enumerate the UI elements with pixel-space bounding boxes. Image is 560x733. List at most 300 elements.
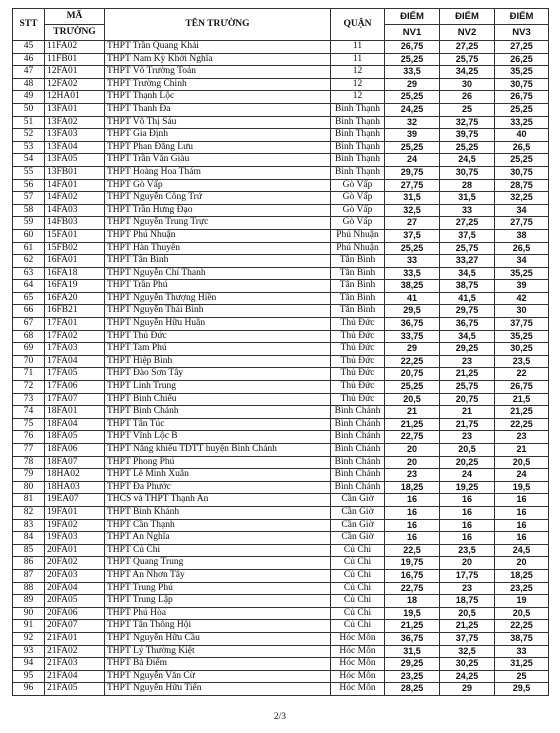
cell-score-nv1: 26,75 <box>385 41 440 54</box>
cell-score-nv3: 25,25 <box>495 154 549 167</box>
cell-score-nv2: 25 <box>440 103 495 116</box>
cell-score-nv1: 21,25 <box>385 418 440 431</box>
cell-district: Bình Thạnh <box>331 154 385 167</box>
cell-score-nv3: 20,5 <box>495 607 549 620</box>
cell-score-nv3: 16 <box>495 506 549 519</box>
cell-school-name: THPT Nguyễn Thượng Hiền <box>105 292 331 305</box>
cell-school-code: 16FA19 <box>45 280 105 293</box>
table-row <box>13 280 549 293</box>
table-row <box>13 116 549 129</box>
page-number: 2/3 <box>273 712 287 722</box>
cell-school-name: THPT Nguyễn Hữu Cầu <box>105 632 331 645</box>
cell-school-name: THPT Bà Điểm <box>105 658 331 671</box>
cell-school-name: THPT Võ Trường Toản <box>105 66 331 79</box>
cell-school-name: THPT Nguyễn Trung Trực <box>105 217 331 230</box>
cell-school-code: 17FA06 <box>45 381 105 394</box>
cell-school-name: THPT Tam Phú <box>105 343 331 356</box>
cell-score-nv1: 20,75 <box>385 368 440 381</box>
cell-score-nv1: 33,75 <box>385 330 440 343</box>
table-row <box>13 569 549 582</box>
score-table-page <box>12 8 548 696</box>
cell-school-code: 12FA02 <box>45 78 105 91</box>
table-row <box>13 78 549 91</box>
cell-district: Bình Chánh <box>331 456 385 469</box>
cell-school-name: THPT Hoàng Hoa Thám <box>105 166 331 179</box>
cell-score-nv1: 20,5 <box>385 393 440 406</box>
table-body <box>13 41 549 696</box>
cell-district: Phú Nhuận <box>331 242 385 255</box>
cell-score-nv3: 16 <box>495 494 549 507</box>
cell-school-name: THPT Nguyễn Văn Cừ <box>105 670 331 683</box>
cell-score-nv2: 23 <box>440 431 495 444</box>
cell-school-code: 21FA05 <box>45 683 105 696</box>
cell-district: Bình Thạnh <box>331 141 385 154</box>
cell-score-nv2: 16 <box>440 506 495 519</box>
cell-score-nv3: 26,75 <box>495 381 549 394</box>
cell-school-code: 19FA03 <box>45 532 105 545</box>
cell-district: Gò Vấp <box>331 204 385 217</box>
cell-school-code: 16FA20 <box>45 292 105 305</box>
cell-school-name: THPT An Nghĩa <box>105 532 331 545</box>
cell-school-name: THPT Trung Phú <box>105 582 331 595</box>
cell-stt: 65 <box>13 292 45 305</box>
cell-score-nv2: 25,75 <box>440 242 495 255</box>
cell-school-name: THPT Phú Nhuận <box>105 229 331 242</box>
cell-school-name: THPT Hiệp Bình <box>105 355 331 368</box>
cell-school-code: 13FA03 <box>45 129 105 142</box>
cell-score-nv2: 26 <box>440 91 495 104</box>
cell-score-nv1: 29,75 <box>385 166 440 179</box>
cell-district: Thủ Đức <box>331 330 385 343</box>
cell-school-code: 16FB21 <box>45 305 105 318</box>
cell-district: Tân Bình <box>331 280 385 293</box>
cell-school-name: THPT Tân Bình <box>105 255 331 268</box>
cell-score-nv3: 38 <box>495 229 549 242</box>
header-stt: STT <box>13 9 45 41</box>
cell-school-code: 13FA05 <box>45 154 105 167</box>
cell-stt: 51 <box>13 116 45 129</box>
cell-score-nv2: 18,75 <box>440 595 495 608</box>
cell-stt: 83 <box>13 519 45 532</box>
cell-score-nv2: 25,75 <box>440 53 495 66</box>
cell-score-nv1: 29 <box>385 78 440 91</box>
cell-stt: 64 <box>13 280 45 293</box>
cell-score-nv2: 24 <box>440 469 495 482</box>
header-nv3-line1: ĐIỂM <box>495 9 549 25</box>
cell-school-name: THPT Gò Vấp <box>105 179 331 192</box>
cell-school-code: 13FA02 <box>45 116 105 129</box>
cell-score-nv1: 22,25 <box>385 355 440 368</box>
cell-school-name: THPT Phan Đăng Lưu <box>105 141 331 154</box>
cell-score-nv2: 38,75 <box>440 280 495 293</box>
cell-score-nv1: 36,75 <box>385 632 440 645</box>
cell-district: Bình Chánh <box>331 444 385 457</box>
table-row <box>13 103 549 116</box>
table-row <box>13 91 549 104</box>
cell-district: Hóc Môn <box>331 632 385 645</box>
cell-score-nv1: 21 <box>385 406 440 419</box>
table-row <box>13 431 549 444</box>
cell-district: 12 <box>331 66 385 79</box>
cell-score-nv1: 37,5 <box>385 229 440 242</box>
cell-school-code: 15FB02 <box>45 242 105 255</box>
cell-score-nv3: 25,25 <box>495 103 549 116</box>
cell-school-code: 14FA01 <box>45 179 105 192</box>
cell-stt: 66 <box>13 305 45 318</box>
cell-school-code: 20FA02 <box>45 557 105 570</box>
cell-school-code: 13FA01 <box>45 103 105 116</box>
table-row <box>13 582 549 595</box>
cell-score-nv2: 34,5 <box>440 330 495 343</box>
cell-score-nv2: 20,75 <box>440 393 495 406</box>
cell-stt: 74 <box>13 406 45 419</box>
header-ma-line1: MÃ <box>45 9 105 25</box>
cell-score-nv3: 18,25 <box>495 569 549 582</box>
cell-score-nv1: 24,25 <box>385 103 440 116</box>
cell-score-nv2: 17,75 <box>440 569 495 582</box>
table-row <box>13 456 549 469</box>
table-row <box>13 393 549 406</box>
cell-school-name: THCS và THPT Thạnh An <box>105 494 331 507</box>
header-ma-line2: TRƯỜNG <box>45 25 105 41</box>
cell-school-code: 17FA02 <box>45 330 105 343</box>
cell-school-name: THPT Nguyễn Thái Bình <box>105 305 331 318</box>
cell-district: Tân Bình <box>331 305 385 318</box>
cell-stt: 50 <box>13 103 45 116</box>
cell-district: Bình Chánh <box>331 406 385 419</box>
table-row <box>13 318 549 331</box>
cell-score-nv3: 26,25 <box>495 53 549 66</box>
cell-school-code: 20FA06 <box>45 607 105 620</box>
cell-district: Bình Thạnh <box>331 166 385 179</box>
cell-school-code: 18HA03 <box>45 481 105 494</box>
cell-score-nv1: 16 <box>385 532 440 545</box>
table-row <box>13 154 549 167</box>
cell-score-nv3: 24,5 <box>495 544 549 557</box>
cell-stt: 80 <box>13 481 45 494</box>
cell-score-nv3: 21 <box>495 444 549 457</box>
cell-school-code: 16FA01 <box>45 255 105 268</box>
cell-school-code: 17FA04 <box>45 355 105 368</box>
table-row <box>13 217 549 230</box>
cell-score-nv1: 22,75 <box>385 582 440 595</box>
cell-district: Cần Giờ <box>331 494 385 507</box>
cell-score-nv3: 31,25 <box>495 658 549 671</box>
cell-school-name: THPT Trần Văn Giàu <box>105 154 331 167</box>
cell-school-code: 21FA04 <box>45 670 105 683</box>
cell-district: Tân Bình <box>331 267 385 280</box>
cell-stt: 67 <box>13 318 45 331</box>
cell-stt: 57 <box>13 192 45 205</box>
cell-stt: 61 <box>13 242 45 255</box>
cell-score-nv2: 32,5 <box>440 645 495 658</box>
header-nv2-line1: ĐIỂM <box>440 9 495 25</box>
cell-score-nv3: 20 <box>495 557 549 570</box>
cell-stt: 93 <box>13 645 45 658</box>
cell-school-name: THPT Nguyễn Công Trứ <box>105 192 331 205</box>
cell-school-name: THPT Võ Thị Sáu <box>105 116 331 129</box>
table-row <box>13 192 549 205</box>
cell-score-nv2: 16 <box>440 532 495 545</box>
cell-score-nv3: 37,75 <box>495 318 549 331</box>
header-nv1-line1: ĐIỂM <box>385 9 440 25</box>
table-row <box>13 381 549 394</box>
cell-district: Thủ Đức <box>331 355 385 368</box>
cell-stt: 47 <box>13 66 45 79</box>
cell-school-code: 19FA01 <box>45 506 105 519</box>
cell-school-code: 18FA04 <box>45 418 105 431</box>
cell-school-name: THPT Thanh Đa <box>105 103 331 116</box>
table-row <box>13 469 549 482</box>
table-row <box>13 179 549 192</box>
cell-score-nv2: 33 <box>440 204 495 217</box>
cell-score-nv2: 37,5 <box>440 229 495 242</box>
cell-school-name: THPT Gia Định <box>105 129 331 142</box>
cell-score-nv1: 32 <box>385 116 440 129</box>
cell-district: 11 <box>331 53 385 66</box>
table-row <box>13 229 549 242</box>
cell-district: Gò Vấp <box>331 179 385 192</box>
table-row <box>13 406 549 419</box>
cell-stt: 69 <box>13 343 45 356</box>
table-row <box>13 557 549 570</box>
cell-school-name: THPT Linh Trung <box>105 381 331 394</box>
cell-district: Thủ Đức <box>331 318 385 331</box>
cell-district: Bình Thạnh <box>331 116 385 129</box>
cell-school-name: THPT Phú Hòa <box>105 607 331 620</box>
cell-score-nv3: 30 <box>495 305 549 318</box>
cell-school-name: THPT Cần Thạnh <box>105 519 331 532</box>
table-row <box>13 444 549 457</box>
cell-score-nv2: 24,25 <box>440 670 495 683</box>
cell-score-nv2: 41,5 <box>440 292 495 305</box>
cell-score-nv3: 16 <box>495 532 549 545</box>
cell-school-code: 17FA07 <box>45 393 105 406</box>
header-nv2-line2: NV2 <box>440 25 495 41</box>
table-row <box>13 519 549 532</box>
cell-school-name: THPT Trần Quang Khải <box>105 41 331 54</box>
cell-stt: 53 <box>13 141 45 154</box>
cell-score-nv2: 19,25 <box>440 481 495 494</box>
table-row <box>13 670 549 683</box>
cell-score-nv2: 20,5 <box>440 607 495 620</box>
cell-score-nv3: 16 <box>495 519 549 532</box>
header-nv3-line2: NV3 <box>495 25 549 41</box>
cell-score-nv3: 19,5 <box>495 481 549 494</box>
table-row <box>13 66 549 79</box>
cell-score-nv1: 19,5 <box>385 607 440 620</box>
cell-school-code: 21FA01 <box>45 632 105 645</box>
cell-stt: 84 <box>13 532 45 545</box>
cell-district: Củ Chi <box>331 607 385 620</box>
cell-school-name: THPT Thủ Đức <box>105 330 331 343</box>
cell-score-nv1: 31,5 <box>385 645 440 658</box>
cell-school-code: 19FA02 <box>45 519 105 532</box>
cell-school-name: THPT Quang Trung <box>105 557 331 570</box>
cell-district: Cần Giờ <box>331 519 385 532</box>
cell-score-nv3: 22,25 <box>495 418 549 431</box>
table-row <box>13 204 549 217</box>
cell-district: 12 <box>331 78 385 91</box>
cell-stt: 96 <box>13 683 45 696</box>
cell-district: Thủ Đức <box>331 381 385 394</box>
cell-score-nv1: 33,5 <box>385 267 440 280</box>
cell-score-nv2: 25,25 <box>440 141 495 154</box>
cell-score-nv1: 18,25 <box>385 481 440 494</box>
cell-score-nv2: 20 <box>440 557 495 570</box>
table-row <box>13 620 549 633</box>
cell-score-nv2: 30,25 <box>440 658 495 671</box>
cell-district: Bình Thạnh <box>331 129 385 142</box>
cell-score-nv1: 16 <box>385 519 440 532</box>
cell-score-nv3: 21,5 <box>495 393 549 406</box>
cell-score-nv1: 22,5 <box>385 544 440 557</box>
table-row <box>13 418 549 431</box>
table-row <box>13 53 549 66</box>
cell-school-code: 12FA01 <box>45 66 105 79</box>
cell-school-code: 20FA01 <box>45 544 105 557</box>
cell-score-nv1: 29,25 <box>385 658 440 671</box>
cell-school-code: 15FA01 <box>45 229 105 242</box>
cell-district: Củ Chi <box>331 557 385 570</box>
cell-stt: 56 <box>13 179 45 192</box>
cell-district: 11 <box>331 41 385 54</box>
cell-stt: 48 <box>13 78 45 91</box>
cell-school-code: 20FA04 <box>45 582 105 595</box>
admission-score-table <box>12 8 549 696</box>
cell-school-code: 14FA03 <box>45 204 105 217</box>
cell-score-nv1: 20 <box>385 456 440 469</box>
cell-district: Củ Chi <box>331 582 385 595</box>
cell-stt: 63 <box>13 267 45 280</box>
cell-school-code: 17FA01 <box>45 318 105 331</box>
cell-score-nv1: 27,75 <box>385 179 440 192</box>
cell-score-nv2: 21 <box>440 406 495 419</box>
cell-score-nv2: 20,25 <box>440 456 495 469</box>
cell-stt: 85 <box>13 544 45 557</box>
cell-district: Củ Chi <box>331 595 385 608</box>
cell-score-nv1: 21,25 <box>385 620 440 633</box>
table-row <box>13 658 549 671</box>
cell-score-nv1: 29,5 <box>385 305 440 318</box>
cell-score-nv3: 28,75 <box>495 179 549 192</box>
cell-score-nv3: 23 <box>495 431 549 444</box>
cell-score-nv2: 34,5 <box>440 267 495 280</box>
cell-district: Củ Chi <box>331 544 385 557</box>
cell-score-nv3: 29,5 <box>495 683 549 696</box>
cell-score-nv2: 16 <box>440 494 495 507</box>
cell-stt: 94 <box>13 658 45 671</box>
cell-district: Bình Chánh <box>331 481 385 494</box>
cell-school-name: THPT Nguyễn Hữu Huân <box>105 318 331 331</box>
cell-district: Thủ Đức <box>331 393 385 406</box>
cell-score-nv3: 38,75 <box>495 632 549 645</box>
cell-school-name: THPT Trần Phú <box>105 280 331 293</box>
cell-stt: 73 <box>13 393 45 406</box>
table-row <box>13 305 549 318</box>
cell-score-nv3: 35,25 <box>495 267 549 280</box>
cell-score-nv2: 27,25 <box>440 41 495 54</box>
cell-stt: 82 <box>13 506 45 519</box>
table-row <box>13 267 549 280</box>
cell-stt: 86 <box>13 557 45 570</box>
cell-stt: 92 <box>13 632 45 645</box>
cell-score-nv3: 33,25 <box>495 116 549 129</box>
cell-score-nv1: 23,25 <box>385 670 440 683</box>
cell-district: Gò Vấp <box>331 217 385 230</box>
cell-school-code: 21FA03 <box>45 658 105 671</box>
cell-stt: 77 <box>13 444 45 457</box>
cell-school-name: THPT Bình Khánh <box>105 506 331 519</box>
cell-stt: 62 <box>13 255 45 268</box>
cell-district: Củ Chi <box>331 620 385 633</box>
cell-school-code: 11FA02 <box>45 41 105 54</box>
cell-score-nv2: 30 <box>440 78 495 91</box>
cell-score-nv2: 30,75 <box>440 166 495 179</box>
cell-stt: 95 <box>13 670 45 683</box>
cell-school-name: THPT An Nhơn Tây <box>105 569 331 582</box>
cell-school-code: 21FA02 <box>45 645 105 658</box>
cell-score-nv2: 28 <box>440 179 495 192</box>
cell-score-nv2: 21,25 <box>440 368 495 381</box>
cell-score-nv2: 21,25 <box>440 620 495 633</box>
cell-score-nv1: 36,75 <box>385 318 440 331</box>
cell-score-nv1: 39 <box>385 129 440 142</box>
cell-score-nv1: 22,75 <box>385 431 440 444</box>
cell-stt: 54 <box>13 154 45 167</box>
cell-score-nv1: 16,75 <box>385 569 440 582</box>
cell-school-name: THPT Phong Phú <box>105 456 331 469</box>
table-row <box>13 544 549 557</box>
cell-district: Thủ Đức <box>331 343 385 356</box>
cell-score-nv3: 21,25 <box>495 406 549 419</box>
cell-score-nv2: 23 <box>440 355 495 368</box>
cell-school-name: THPT Đa Phước <box>105 481 331 494</box>
cell-school-name: THPT Trung Lập <box>105 595 331 608</box>
cell-stt: 46 <box>13 53 45 66</box>
cell-stt: 70 <box>13 355 45 368</box>
cell-district: Thủ Đức <box>331 368 385 381</box>
cell-school-name: THPT Trần Hưng Đạo <box>105 204 331 217</box>
cell-district: Phú Nhuận <box>331 229 385 242</box>
cell-stt: 55 <box>13 166 45 179</box>
cell-district: Bình Chánh <box>331 418 385 431</box>
cell-school-name: THPT Trường Chinh <box>105 78 331 91</box>
cell-score-nv3: 35,25 <box>495 66 549 79</box>
cell-score-nv3: 27,75 <box>495 217 549 230</box>
table-row <box>13 645 549 658</box>
cell-school-name: THPT Năng khiếu TDTT huyện Bình Chánh <box>105 444 331 457</box>
table-row <box>13 242 549 255</box>
cell-district: Hóc Môn <box>331 670 385 683</box>
cell-score-nv1: 18 <box>385 595 440 608</box>
cell-score-nv1: 25,25 <box>385 381 440 394</box>
cell-district: Cần Giờ <box>331 532 385 545</box>
cell-school-code: 14FB03 <box>45 217 105 230</box>
cell-school-name: THPT Bình Chánh <box>105 406 331 419</box>
cell-stt: 59 <box>13 217 45 230</box>
cell-school-code: 17FA03 <box>45 343 105 356</box>
cell-score-nv1: 28,25 <box>385 683 440 696</box>
cell-school-code: 11FB01 <box>45 53 105 66</box>
header-ten-truong: TÊN TRƯỜNG <box>105 9 331 41</box>
cell-score-nv1: 25,25 <box>385 141 440 154</box>
cell-score-nv2: 23,5 <box>440 544 495 557</box>
cell-district: Hóc Môn <box>331 645 385 658</box>
cell-school-name: THPT Đào Sơn Tây <box>105 368 331 381</box>
cell-stt: 91 <box>13 620 45 633</box>
cell-stt: 90 <box>13 607 45 620</box>
